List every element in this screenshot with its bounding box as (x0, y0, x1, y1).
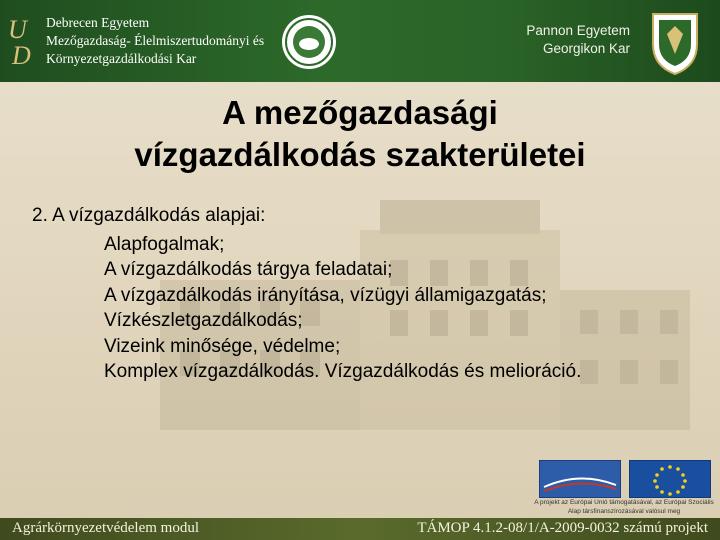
left-institution-line: Mezőgazdaság- Élelmiszertudományi és (46, 33, 265, 48)
svg-text:D: D (12, 41, 31, 68)
footer-bar (0, 518, 720, 540)
title-line: A mezőgazdasági (222, 94, 498, 131)
slide-title (0, 92, 720, 176)
seal-logo-icon (281, 14, 337, 70)
topic-item: Komplex vízgazdálkodás. Vízgazdálkodás és melioráció. (104, 361, 582, 382)
topic-item: A vízgazdálkodás tárgya feladatai; (104, 259, 393, 280)
section-lead: 2. A vízgazdálkodás alapjai: (32, 205, 266, 226)
slide-body (32, 204, 632, 386)
topic-item: Vízkészletgazdálkodás; (104, 310, 303, 331)
left-institution-line: Környezetgazdálkodási Kar (46, 51, 197, 66)
header-bar (0, 0, 720, 82)
funding-logos (533, 460, 715, 520)
right-institution-line: Georgikon Kar (542, 41, 630, 56)
topic-item: A vízgazdálkodás irányítása, vízügyi államigazgatás; (104, 284, 547, 306)
module-name: Agrárkörnyezetvédelem modul (12, 520, 200, 536)
crest-logo-icon (643, 8, 707, 78)
right-institution-line: Pannon Egyetem (526, 23, 630, 38)
title-line: vízgazdálkodás szakterületei (134, 136, 586, 173)
topic-list (32, 233, 632, 385)
project-code: TÁMOP 4.1.2-08/1/A-2009-0032 számú projekt (417, 520, 708, 536)
topic-item: Alapfogalmak; (104, 233, 225, 255)
eu-flag-icon (629, 460, 711, 498)
right-institution-name (515, 22, 630, 58)
left-institution-line: Debrecen Egyetem (46, 15, 150, 30)
funding-note: A projekt az Európai Unió támogatásával, az Európai Szociális Alap társfinanszírozásával valósul meg (534, 499, 714, 515)
ud-logo-icon (6, 10, 40, 68)
svg-text:U: U (8, 15, 27, 44)
umft-logo-icon (539, 460, 621, 498)
left-institution-name (46, 14, 264, 68)
topic-item: Vizeink minősége, védelme; (104, 335, 341, 357)
